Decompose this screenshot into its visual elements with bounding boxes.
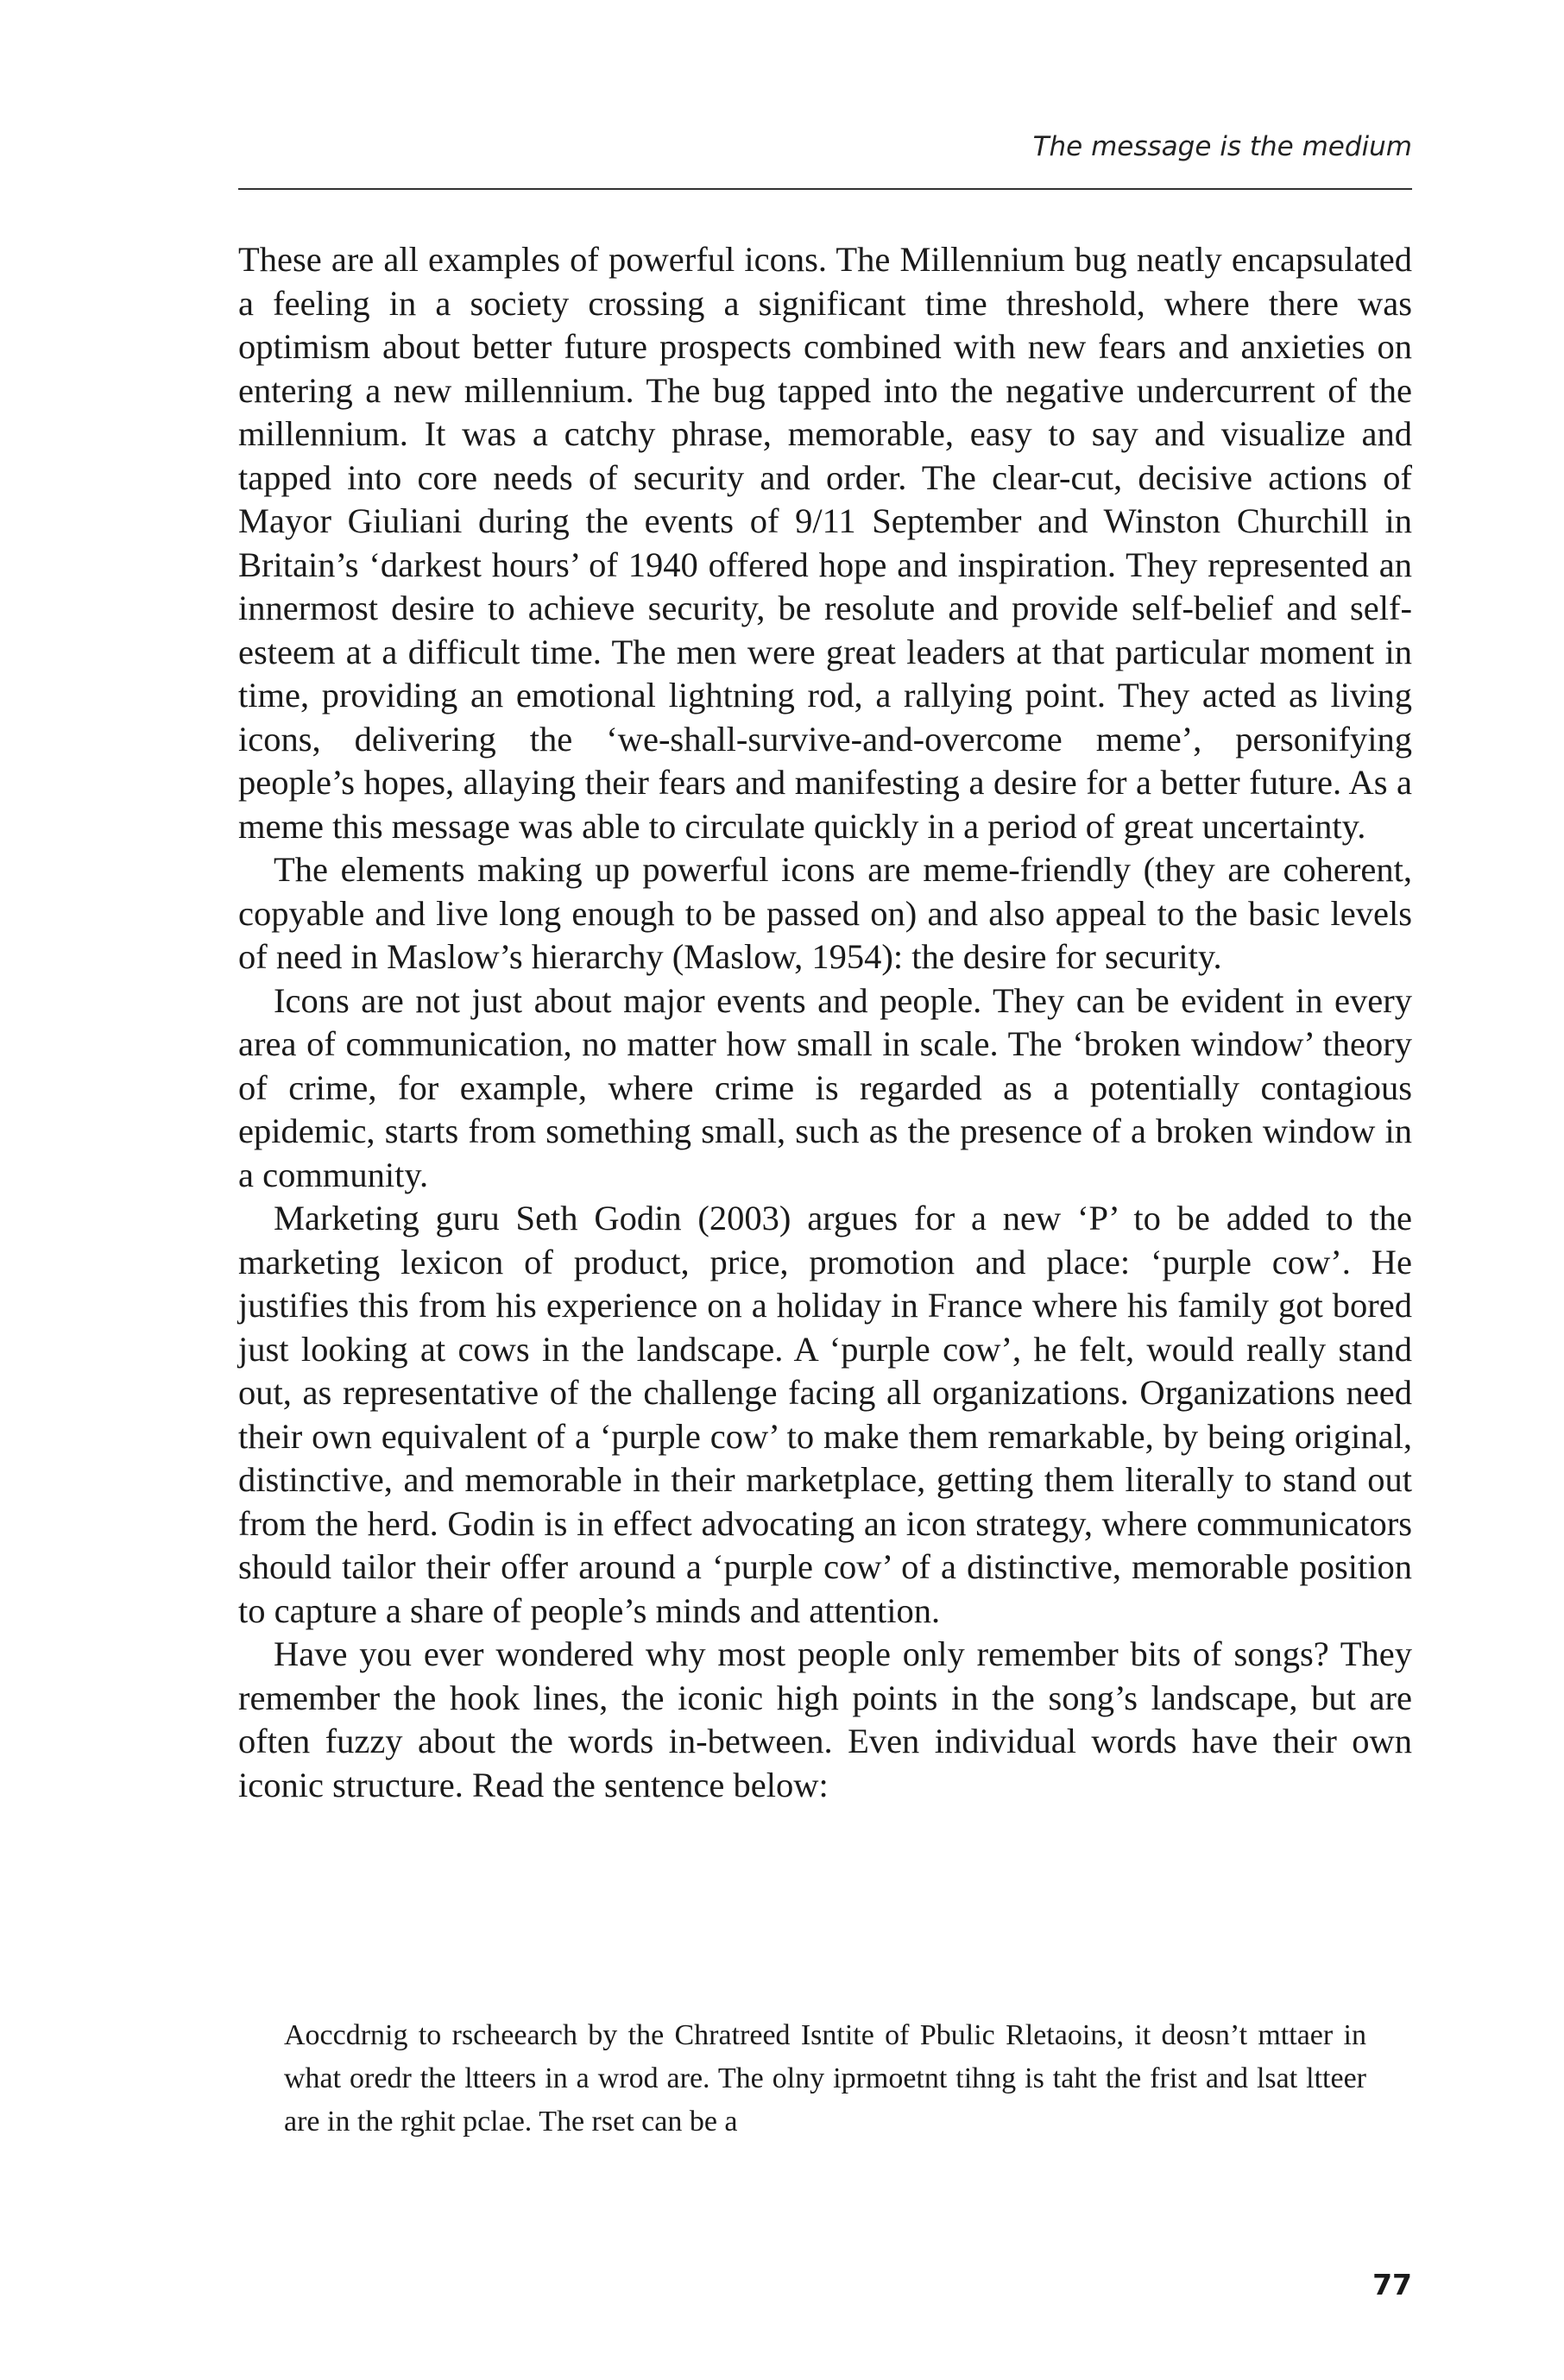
paragraph-2: The elements making up powerful icons are meme-friendly (they are coherent, copyable and live long enough to be passed on) and also appeal to the basic levels of need in Maslow’s hierarchy (Maslow, 1954): the desire for security. <box>238 850 1412 976</box>
paragraph-5: Have you ever wondered why most people only remember bits of songs? They remember the hook lines, the iconic high points in the song’s landscape, but are often fuzzy about the words in-between. Even individual words have their own iconic structure. Read the sentence below: <box>238 1634 1412 1804</box>
scrambled-text-extract <box>284 2014 1366 2144</box>
header-rule <box>238 188 1412 190</box>
paragraph-4: Marketing guru Seth Godin (2003) argues for a new ‘P’ to be added to the marketing lexicon of product, price, promotion and place: ‘purple cow’. He justifies this from his experience on a holiday in France where his family got bored just looking at cows in the landscape. A ‘purple cow’, he felt, would really stand out, as representative of the challenge facing all organizations. Organizations need their own equivalent of a ‘purple cow’ to make them remarkable, by being original, distinctive, and memorable in their marketplace, getting them literally to stand out from the herd. Godin is in effect advocating an icon strategy, where communicators should tailor their offer around a ‘purple cow’ of a distinctive, memorable position to capture a share of people’s minds and attention. <box>238 1199 1412 1630</box>
body-text <box>238 238 1412 1807</box>
page-number: 77 <box>1372 2268 1412 2301</box>
running-head: The message is the medium <box>1032 131 1412 162</box>
paragraph-3: Icons are not just about major events and people. They can be evident in every area of communication, no matter how small in scale. The ‘broken window’ theory of crime, for example, where crime is regarded as a potentially contagious epidemic, starts from something small, such as the presence of a broken window in a community. <box>238 980 1412 1194</box>
extract-text: Aoccdrnig to rscheearch by the Chratreed Isntite of Pbulic Rletaoins, it deosn’t mttaer in what oredr the ltteers in a wrod are. The olny iprmoetnt tihng is taht the frist and lsat ltteer are in the rghit pclae. The rset can be a <box>284 2019 1366 2138</box>
paragraph-1: These are all examples of powerful icons. The Millennium bug neatly encapsulated a feeling in a society crossing a significant time threshold, where there was optimism about better future prospects combined with new fears and anxieties on entering a new millennium. The bug tapped into the negative undercurrent of the millennium. It was a catchy phrase, memorable, easy to say and visualize and tapped into core needs of security and order. The clear-cut, decisive actions of Mayor Giuliani during the events of 9/11 September and Winston Churchill in Britain’s ‘darkest hours’ of 1940 offered hope and inspiration. They represented an innermost desire to achieve security, be resolute and provide self-belief and self-esteem at a difficult time. The men were great leaders at that particular moment in time, providing an emotional lightning rod, a rallying point. They acted as living icons, delivering the ‘we-shall-survive-and-overcome meme’, personifying people’s hopes, allaying their fears and manifesting a desire for a better future. As a meme this message was able to circulate quickly in a period of great uncertainty. <box>238 240 1412 846</box>
